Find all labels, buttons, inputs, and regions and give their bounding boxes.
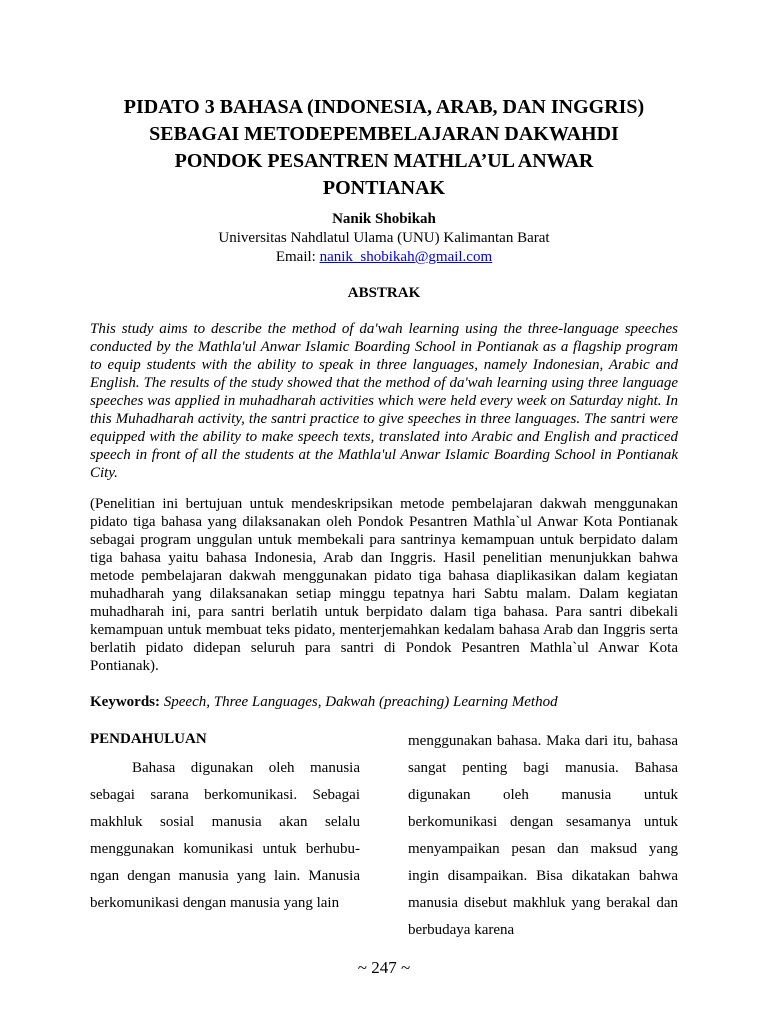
title-line: PONTIANAK [322, 177, 446, 199]
body-column-left [90, 728, 360, 917]
abstract-heading: ABSTRAK [347, 285, 421, 301]
body-paragraph: menggunakan bahasa. Maka dari itu, bahasa sangat penting bagi manusia. Bahasa digunakan oleh manusia untuk berkomunikasi dengan sesamanya untuk menyampaikan pesan dan maksud yang ingin disampaikan. Bisa dikatakan bahwa manusia disebut makhluk yang berakal dan berbudaya karena [408, 733, 678, 938]
keywords-label: Keywords: [90, 694, 160, 710]
section-heading: PENDAHULUAN [90, 731, 207, 747]
body-column-right [408, 728, 678, 944]
email-link[interactable]: nanik_shobikah@gmail.com [319, 249, 493, 265]
title-line: PONDOK PESANTREN MATHLA’UL ANWAR [174, 150, 594, 172]
body-paragraph: Bahasa digunakan oleh manusia sebagai sarana berkomunikasi. Sebagai makhluk sosial manusia akan selalu menggunakan komunikasi untuk berhubu-ngan dengan manusia yang lain. Manusia berkomunikasi dengan manusia yang lain [90, 760, 360, 911]
author-name: Nanik Shobikah [332, 211, 436, 227]
keywords-line [90, 693, 690, 712]
abstract-english: This study aims to describe the method of da'wah learning using the three-language speeches conducted by the Mathla'ul Anwar Islamic Boarding School in Pontianak as a flagship program to equip students with the ability to speak in three languages, namely Indonesian, Arabic and English. The results of the study showed that the method of da'wah learning using three language speeches was applied in muhadharah activities which were held every week on Saturday night. In this Muhadharah activity, the santri practice to give speeches in three languages. The santri were equipped with the ability to make speech texts, translated into Arabic and English and practiced speech in front of all the students at the Mathla'ul Anwar Islamic Boarding School in Pontianak City. [90, 321, 678, 481]
keywords-text: Speech, Three Languages, Dakwah (preaching) Learning Method [163, 694, 558, 710]
title-line: PIDATO 3 BAHASA (INDONESIA, ARAB, DAN INGGRIS) [123, 96, 645, 118]
author-block [0, 210, 768, 267]
title-line: SEBAGAI METODEPEMBELAJARAN DAKWAHDI [149, 123, 619, 145]
author-email [0, 248, 768, 267]
abstract-indonesian: (Penelitian ini bertujuan untuk mendeskripsikan metode pembelajaran dakwah menggunakan pidato tiga bahasa yang dilaksanakan oleh Pondok Pesantren Mathla`ul Anwar Kota Pontianak sebagai program unggulan untuk membekali para santrinya kemampuan untuk berpidato dalam tiga bahasa yaitu bahasa Indonesia, Arab dan Inggris. Hasil penelitian menunjukkan bahwa metode pembelajaran dakwah menggunakan pidato tiga bahasa diaplikasikan dalam kegiatan muhadharah yang dilaksanakan setiap minggu tepatnya hari Sabtu malam. Dalam kegiatan muhadharah ini, para santri berlatih untuk berpidato dalam tiga bahasa. Para santri dibekali kemampuan untuk membuat teks pidato, menterjemahkan kedalam bahasa Arab dan Inggris serta berlatih pidato didepan seluruh para santri di Pondok Pesantren Mathla`ul Anwar Kota Pontianak). [90, 496, 678, 674]
page-number: ~ 247 ~ [357, 958, 411, 977]
email-label: Email: [275, 249, 320, 265]
paper-title [60, 94, 708, 202]
author-affiliation: Universitas Nahdlatul Ulama (UNU) Kalimantan Barat [218, 230, 550, 246]
